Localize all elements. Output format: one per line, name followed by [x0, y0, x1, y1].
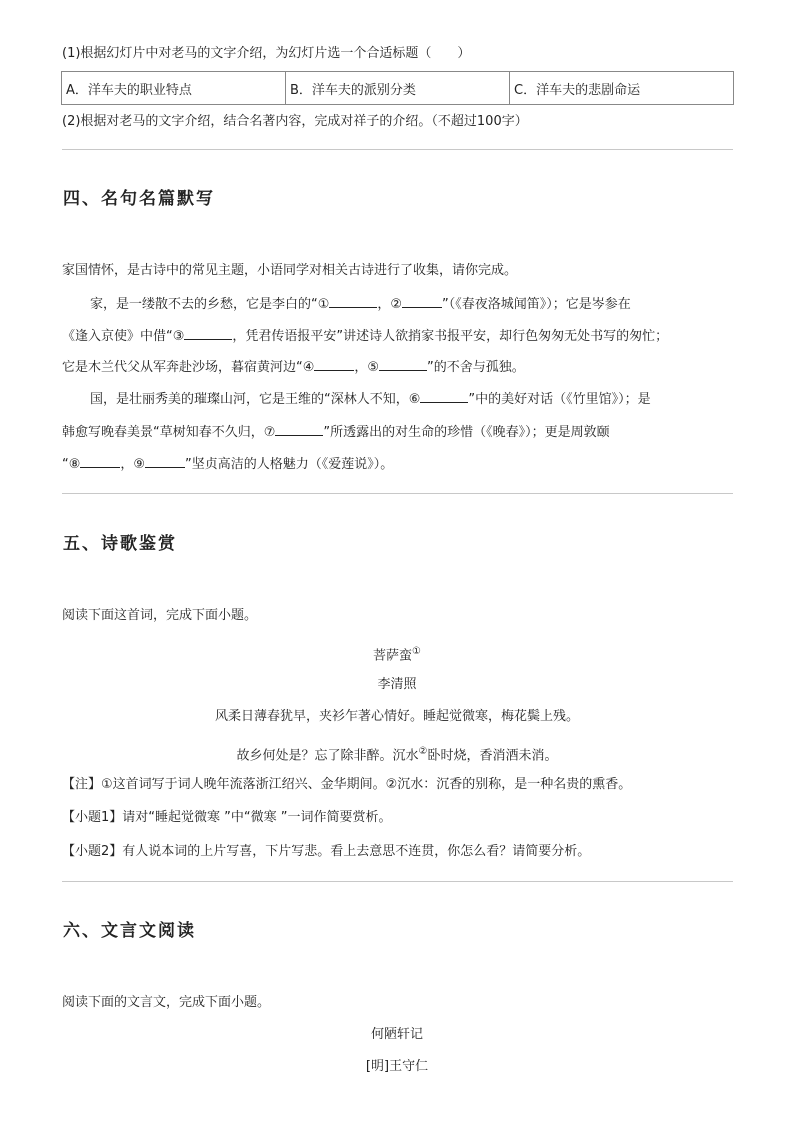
poem-fill-line: 家，是一缕散不去的乡愁，它是李白的“① ，② ”（《春夜洛城闻笛》）；它是岑参在: [90, 297, 631, 312]
poem-fill-line: “⑧ ，⑨ ”坚贞高洁的人格魅力（《爱莲说》）。: [62, 457, 394, 472]
option-b[interactable]: B．洋车夫的派别分类: [286, 72, 510, 105]
poem-title: 菩萨蛮①: [373, 646, 421, 664]
option-c[interactable]: C．洋车夫的悲剧命运: [510, 72, 734, 105]
section-6-heading: 六、文言文阅读: [63, 921, 196, 941]
divider: [62, 881, 733, 882]
sub-question-1: 【小题1】请对“睡起觉微寒 ”中“微寒 ”一词作简要赏析。: [62, 810, 392, 825]
blank-7[interactable]: [275, 423, 323, 436]
divider: [62, 149, 733, 150]
section-6-intro: 阅读下面的文言文，完成下面小题。: [62, 995, 271, 1010]
options-table: [61, 71, 734, 105]
footnote-mark: ①: [412, 646, 421, 657]
question-choose-title: (1)根据幻灯片中对老马的文字介绍，为幻灯片选一个合适标题（ ）: [62, 46, 471, 61]
section-4-heading: 四、名句名篇默写: [63, 189, 215, 209]
essay-title: 何陋轩记: [370, 1027, 423, 1042]
poem-fill-line: 国，是壮丽秀美的璀璨山河，它是王维的“深林人不知，⑥ ”中的美好对话（《竹里馆》）；是: [90, 392, 651, 407]
essay-author: [明]王守仁: [365, 1059, 429, 1074]
poem-line-1: 风柔日薄春犹早，夹衫乍著心情好。睡起觉微寒，梅花鬓上残。: [214, 709, 579, 724]
section-4-intro: 家国情怀，是古诗中的常见主题，小语同学对相关古诗进行了收集，请你完成。: [62, 263, 518, 278]
sub-question-2: 【小题2】有人说本词的上片写喜，下片写悲。看上去意思不连贯，你怎么看？请简要分析。: [62, 844, 591, 859]
poem-note: 【注】①这首词写于词人晚年流落浙江绍兴、金华期间。②沉水：沉香的别称，是一种名贵的熏香。: [62, 777, 632, 792]
poem-line-2: 故乡何处是？忘了除非醉。沉水②卧时烧，香消酒未消。: [236, 746, 558, 764]
poem-author: 李清照: [377, 677, 417, 692]
footnote-mark: ②: [418, 746, 428, 757]
poem-fill-line: 韩愈写晚春美景“草树知春不久归，⑦ ”所透露出的对生命的珍惜（《晚春》）；更是周敦颐: [62, 425, 610, 440]
section-5-heading: 五、诗歌鉴赏: [63, 534, 177, 554]
question-introduce-xiangzi: (2)根据对老马的文字介绍，结合名著内容，完成对祥子的介绍。（不超过100字）: [62, 114, 528, 129]
option-a[interactable]: A．洋车夫的职业特点: [62, 72, 286, 105]
blank-2[interactable]: [402, 295, 442, 308]
blank-5[interactable]: [379, 358, 427, 371]
divider: [62, 493, 733, 494]
blank-3[interactable]: [184, 327, 232, 340]
blank-9[interactable]: [145, 455, 185, 468]
blank-8[interactable]: [80, 455, 120, 468]
blank-6[interactable]: [420, 390, 468, 403]
section-5-intro: 阅读下面这首词，完成下面小题。: [62, 608, 258, 623]
blank-1[interactable]: [329, 295, 377, 308]
blank-4[interactable]: [314, 358, 354, 371]
poem-fill-line: 它是木兰代父从军奔赴沙场，暮宿黄河边“④ ，⑤ ”的不舍与孤独。: [62, 360, 525, 375]
poem-fill-line: 《逢入京使》中借“③ ，凭君传语报平安”讲述诗人欲捎家书报平安，却行色匆匆无处书写的匆忙；: [62, 329, 669, 344]
